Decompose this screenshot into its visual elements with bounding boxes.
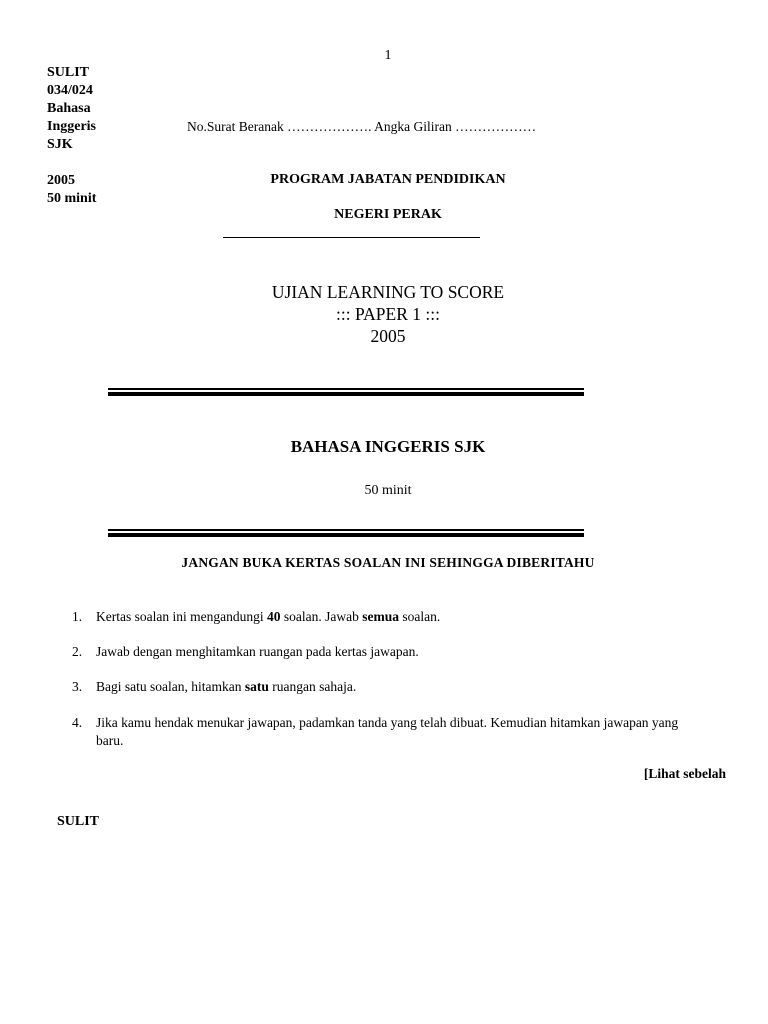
header-duration: 50 minit — [47, 191, 97, 206]
instruction-text: Jika kamu hendak menukar jawapan, padamkan tanda yang telah dibuat. Kemudian hitamkan jawapan yang baru. — [96, 715, 679, 748]
instruction-number: 2. — [72, 644, 83, 659]
program-state: NEGERI PERAK — [334, 207, 442, 222]
instruction-2 — [72, 643, 722, 661]
index-number-field: ……………… — [455, 119, 537, 134]
bottom-rule-thin — [108, 529, 584, 531]
footer-confidential-label: SULIT — [57, 814, 100, 829]
exam-title-block — [0, 281, 768, 347]
header-subject-line3: SJK — [47, 137, 73, 152]
top-rule-thick — [108, 392, 584, 396]
turn-over-note: [Lihat sebelah — [643, 766, 726, 781]
exam-paper: ::: PAPER 1 ::: — [336, 304, 440, 324]
subject-title: BAHASA INGGERIS SJK — [290, 437, 486, 456]
instruction-3 — [72, 678, 722, 696]
header-year: 2005 — [47, 173, 75, 188]
page-number: 1 — [384, 48, 392, 63]
do-not-open-warning: JANGAN BUKA KERTAS SOALAN INI SEHINGGA DIBERITAHU — [181, 555, 595, 570]
top-rule-thin — [108, 388, 584, 390]
bottom-rule-thick — [108, 533, 584, 537]
program-underline — [223, 237, 480, 238]
header-subject-line2: Inggeris — [47, 119, 96, 134]
header-spacer — [47, 154, 96, 172]
instruction-4 — [72, 714, 722, 750]
instruction-text: Kertas soalan ini mengandungi 40 soalan. Jawab semua soalan. — [96, 609, 441, 624]
header-paper-code: 034/024 — [47, 83, 93, 98]
exam-duration: 50 minit — [364, 483, 412, 498]
birth-cert-label: No.Surat Beranak — [187, 119, 284, 134]
program-title: PROGRAM JABATAN PENDIDIKAN — [270, 172, 506, 187]
instruction-number: 4. — [72, 715, 83, 730]
instruction-text: Bagi satu soalan, hitamkan satu ruangan sahaja. — [96, 679, 357, 694]
instruction-text: Jawab dengan menghitamkan ruangan pada kertas jawapan. — [96, 644, 419, 659]
birth-cert-field: ………………. — [287, 119, 372, 134]
instruction-1 — [72, 608, 722, 626]
index-number-label: Angka Giliran — [374, 119, 452, 134]
exam-title: UJIAN LEARNING TO SCORE — [271, 282, 505, 302]
candidate-id-line — [187, 119, 536, 135]
instruction-number: 3. — [72, 679, 83, 694]
exam-year: 2005 — [370, 326, 406, 346]
header-subject-line1: Bahasa — [47, 101, 91, 116]
instruction-number: 1. — [72, 609, 83, 624]
header-confidential-label: SULIT — [47, 65, 90, 80]
